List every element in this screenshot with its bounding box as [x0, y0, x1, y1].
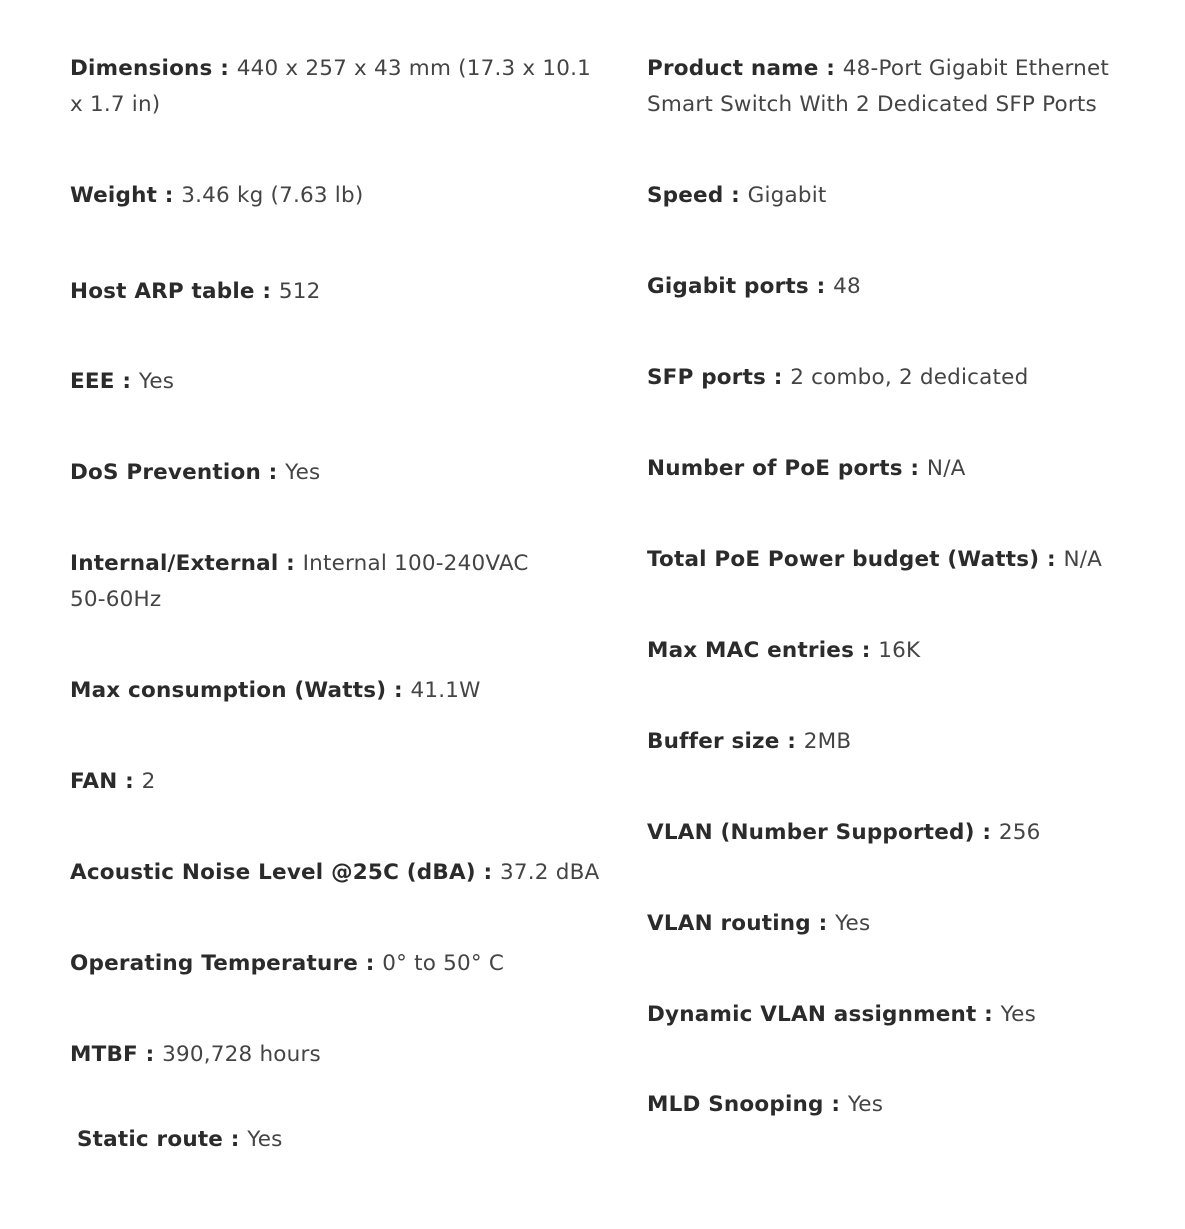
spec-separator: : [1046, 547, 1056, 572]
spec-label: Max MAC entries [647, 638, 855, 663]
spec-separator: : [861, 638, 871, 663]
spec-separator: : [831, 1092, 841, 1117]
spec-separator: : [982, 820, 992, 845]
spec-eee [70, 364, 600, 400]
spec-value: 0° to 50° C [382, 951, 505, 976]
spec-label: MTBF [70, 1042, 138, 1067]
spec-internal-external [70, 546, 550, 618]
spec-separator: : [816, 274, 826, 299]
spec-separator: : [393, 678, 403, 703]
spec-weight [70, 178, 600, 214]
spec-product-name [647, 51, 1147, 123]
spec-value: 3.46 kg (7.63 lb) [181, 183, 364, 208]
spec-mld-snooping [647, 1087, 1147, 1123]
spec-buffer-size [647, 724, 1147, 760]
spec-label: FAN [70, 769, 118, 794]
spec-value: 16K [878, 638, 921, 663]
spec-label: Max consumption (Watts) [70, 678, 387, 703]
spec-value: Yes [1000, 1002, 1036, 1027]
spec-value: 41.1W [410, 678, 481, 703]
spec-vlan-routing [647, 906, 1147, 942]
spec-separator: : [145, 1042, 155, 1067]
spec-dos-prevention [70, 455, 600, 491]
spec-total-poe-power-budget [647, 542, 1147, 578]
spec-value: 512 [278, 279, 321, 304]
spec-dimensions [70, 51, 600, 123]
spec-dynamic-vlan-assignment [647, 997, 1147, 1033]
spec-number-of-poe-ports [647, 451, 1147, 487]
spec-value: 440 x 257 x 43 mm (17.3 x 10.1 x 1.7 in) [70, 56, 592, 117]
spec-operating-temperature [70, 946, 600, 982]
spec-label: DoS Prevention [70, 460, 261, 485]
spec-separator: : [984, 1002, 993, 1027]
spec-separator: : [483, 860, 493, 885]
spec-separator: : [268, 460, 278, 485]
spec-value: 256 [998, 820, 1041, 845]
spec-value: 37.2 dBA [500, 860, 600, 885]
spec-label: VLAN (Number Supported) [647, 820, 975, 845]
spec-label: Host ARP table [70, 279, 255, 304]
spec-value: N/A [1063, 547, 1103, 572]
spec-max-mac-entries [647, 633, 1147, 669]
spec-label: Product name [647, 56, 819, 81]
spec-value: Yes [247, 1127, 283, 1152]
spec-value: 48-Port Gigabit Ethernet Smart Switch With 2 Dedicated SFP Ports [647, 56, 1110, 117]
spec-label: Speed [647, 183, 724, 208]
spec-max-consumption [70, 673, 600, 709]
spec-separator: : [773, 365, 783, 390]
spec-separator: : [164, 183, 174, 208]
spec-mtbf [70, 1037, 600, 1073]
spec-vlan-number-supported [647, 815, 1147, 851]
spec-separator: : [365, 951, 375, 976]
spec-label: EEE [70, 369, 115, 394]
spec-label: Static route [77, 1127, 224, 1152]
spec-value: 2 combo, 2 dedicated [790, 365, 1029, 390]
spec-value: N/A [926, 456, 966, 481]
spec-label: SFP ports [647, 365, 767, 390]
spec-label: Dynamic VLAN assignment [647, 1002, 977, 1027]
spec-value: 2 [141, 769, 156, 794]
spec-label: Number of PoE ports [647, 456, 903, 481]
spec-label: Operating Temperature [70, 951, 359, 976]
spec-value: 2MB [803, 729, 852, 754]
spec-separator: : [286, 551, 295, 576]
spec-separator: : [787, 729, 797, 754]
spec-separator: : [910, 456, 920, 481]
spec-label: Total PoE Power budget (Watts) [647, 547, 1040, 572]
spec-speed [647, 178, 1147, 214]
spec-separator: : [125, 769, 134, 794]
spec-value: Yes [138, 369, 175, 394]
spec-value: 390,728 hours [162, 1042, 321, 1067]
spec-value: Yes [835, 911, 871, 936]
spec-value: Yes [285, 460, 321, 485]
spec-separator: : [230, 1127, 240, 1152]
spec-label: Internal/External [70, 551, 279, 576]
spec-separator: : [818, 911, 828, 936]
spec-gigabit-ports [647, 269, 1147, 305]
spec-value: 48 [833, 274, 861, 299]
spec-separator: : [220, 56, 230, 81]
spec-label: VLAN routing [647, 911, 811, 936]
spec-label: Weight [70, 183, 158, 208]
spec-value: Gigabit [747, 183, 827, 208]
spec-label: Gigabit ports [647, 274, 809, 299]
spec-label: Acoustic Noise Level @25C (dBA) [70, 860, 476, 885]
spec-host-arp-table [70, 274, 600, 310]
spec-label: Buffer size [647, 729, 780, 754]
spec-separator: : [262, 279, 272, 304]
spec-fan [70, 764, 600, 800]
spec-acoustic-noise [70, 855, 630, 891]
spec-label: Dimensions [70, 56, 213, 81]
spec-separator: : [731, 183, 740, 208]
spec-separator: : [826, 56, 836, 81]
spec-static-route [77, 1122, 607, 1158]
spec-label: MLD Snooping [647, 1092, 824, 1117]
spec-sfp-ports [647, 360, 1147, 396]
spec-separator: : [122, 369, 132, 394]
spec-value: Internal 100-240VAC 50-60Hz [70, 551, 529, 612]
spec-value: Yes [847, 1092, 884, 1117]
